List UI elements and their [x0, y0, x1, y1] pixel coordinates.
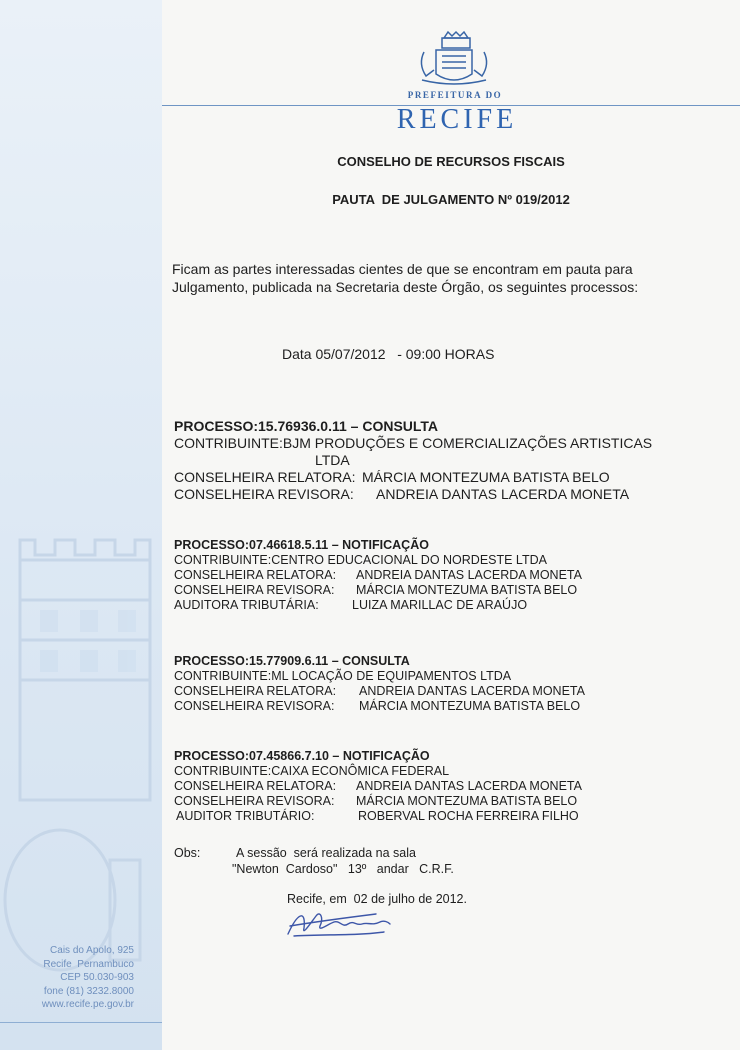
- council-heading: CONSELHO DE RECURSOS FISCAIS: [337, 154, 565, 169]
- relatora-value: ANDREIA DANTAS LACERDA MONETA: [359, 684, 585, 698]
- obs-line-2: "Newton Cardoso" 13º andar C.R.F.: [232, 862, 454, 876]
- revisora-value: MÁRCIA MONTEZUMA BATISTA BELO: [359, 699, 581, 713]
- place-and-date: Recife, em 02 de julho de 2012.: [287, 892, 467, 906]
- relatora-value: MÁRCIA MONTEZUMA BATISTA BELO: [362, 469, 610, 485]
- process-title: PROCESSO:15.76936.0.11 – CONSULTA: [174, 418, 439, 434]
- process-block-2: [174, 538, 654, 613]
- address-line-1: Cais do Apolo, 925: [50, 945, 134, 956]
- relatora-label: CONSELHEIRA RELATORA:: [174, 469, 356, 485]
- contribuinte-value: CAIXA ECONÔMICA FEDERAL: [271, 764, 450, 778]
- relatora-value: ANDREIA DANTAS LACERDA MONETA: [356, 568, 582, 582]
- revisora-line: [174, 583, 654, 598]
- process-title: PROCESSO:15.77909.6.11 – CONSULTA: [174, 654, 410, 668]
- relatora-line: [174, 568, 654, 583]
- footer-address: [4, 944, 134, 1012]
- revisora-label: CONSELHEIRA REVISORA:: [174, 699, 335, 713]
- process-block-4: [174, 749, 654, 824]
- process-block-1: [174, 418, 734, 503]
- contribuinte-line: [174, 553, 654, 568]
- sidebar-panel: [0, 0, 162, 1050]
- watermark-tower-icon: [0, 0, 162, 1050]
- contribuinte-value: BJM PRODUÇÕES E COMERCIALIZAÇÕES ARTISTICAS: [282, 435, 653, 451]
- contribuinte-line: [174, 669, 654, 684]
- contribuinte-line: [174, 435, 734, 452]
- address-line-3: CEP 50.030-903: [60, 972, 134, 983]
- revisora-label: CONSELHEIRA REVISORA:: [174, 583, 335, 597]
- auditor-label: AUDITOR TRIBUTÁRIO:: [176, 809, 315, 823]
- auditor-line: [174, 809, 654, 824]
- revisora-value: ANDREIA DANTAS LACERDA MONETA: [376, 486, 630, 502]
- contribuinte-label: CONTRIBUINTE:: [174, 553, 272, 567]
- obs-text: [232, 845, 454, 877]
- signature-icon: [284, 906, 394, 940]
- intro-paragraph: Ficam as partes interessadas cientes de que se encontram em pauta para Julgamento, publicada na Secretaria deste Órgão, os seguintes processos:: [172, 261, 639, 295]
- relatora-line: [174, 779, 654, 794]
- relatora-line: [174, 469, 734, 486]
- auditor-value: LUIZA MARILLAC DE ARAÚJO: [352, 598, 528, 612]
- process-title: PROCESSO:07.46618.5.11 – NOTIFICAÇÃO: [174, 538, 429, 552]
- agency-label-small: PREFEITURA DO: [407, 90, 503, 100]
- obs-line-1: A sessão será realizada na sala: [236, 846, 416, 860]
- relatora-label: CONSELHEIRA RELATORA:: [174, 568, 337, 582]
- session-date: Data 05/07/2012 - 09:00 HORAS: [282, 346, 495, 362]
- obs-label: Obs:: [174, 846, 201, 860]
- address-line-4: fone (81) 3232.8000: [43, 985, 134, 997]
- sidebar-divider: [0, 1022, 162, 1023]
- contribuinte-value: ML LOCAÇÃO DE EQUIPAMENTOS LTDA: [271, 669, 512, 683]
- relatora-label: CONSELHEIRA RELATORA:: [174, 779, 337, 793]
- revisora-label: CONSELHEIRA REVISORA:: [174, 486, 354, 502]
- contribuinte-line: [174, 764, 654, 779]
- contribuinte-continuation: LTDA: [315, 452, 350, 468]
- agency-label-big: RECIFE: [396, 104, 518, 135]
- auditor-label: AUDITORA TRIBUTÁRIA:: [174, 598, 319, 612]
- relatora-label: CONSELHEIRA RELATORA:: [174, 684, 337, 698]
- contribuinte-label: CONTRIBUINTE:: [174, 764, 272, 778]
- address-line-2: Recife Pernambuco: [43, 958, 134, 970]
- revisora-value: MÁRCIA MONTEZUMA BATISTA BELO: [356, 583, 578, 597]
- auditor-value: ROBERVAL ROCHA FERREIRA FILHO: [358, 809, 579, 823]
- address-line-5[interactable]: www.recife.pe.gov.br: [41, 999, 134, 1010]
- agenda-title: PAUTA DE JULGAMENTO Nº 019/2012: [332, 192, 570, 207]
- process-title: PROCESSO:07.45866.7.10 – NOTIFICAÇÃO: [174, 749, 430, 763]
- revisora-line: [174, 699, 654, 714]
- relatora-line: [174, 684, 654, 699]
- city-coat-of-arms-icon: [414, 30, 494, 88]
- revisora-label: CONSELHEIRA REVISORA:: [174, 794, 335, 808]
- process-block-3: [174, 654, 654, 714]
- auditor-line: [174, 598, 654, 613]
- revisora-line: [174, 486, 734, 503]
- contribuinte-label: CONTRIBUINTE:: [174, 669, 272, 683]
- contribuinte-value: CENTRO EDUCACIONAL DO NORDESTE LTDA: [271, 553, 547, 567]
- revisora-value: MÁRCIA MONTEZUMA BATISTA BELO: [356, 794, 578, 808]
- contribuinte-label: CONTRIBUINTE:: [174, 435, 283, 451]
- revisora-line: [174, 794, 654, 809]
- relatora-value: ANDREIA DANTAS LACERDA MONETA: [356, 779, 582, 793]
